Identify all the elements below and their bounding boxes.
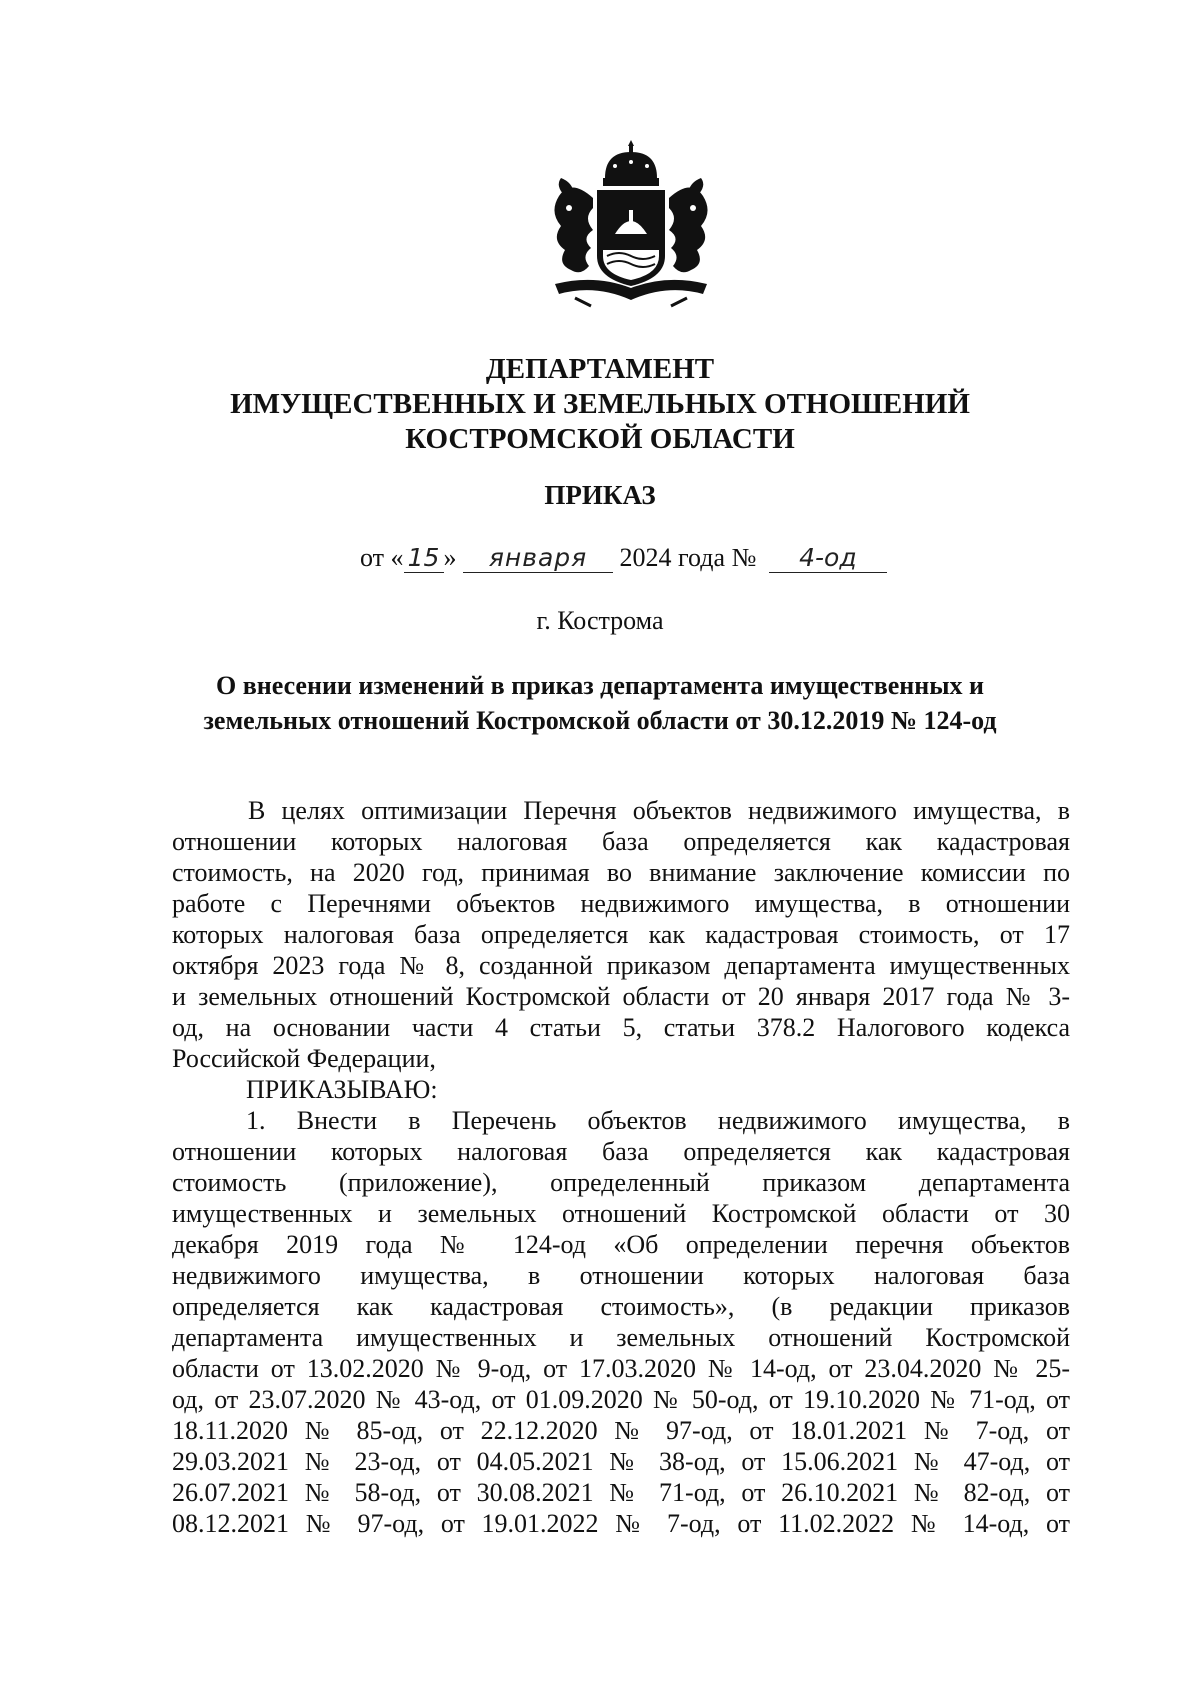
item1-line: области от 13.02.2020 № 9-од, от 17.03.2020 № 14-од, от 23.04.2020 № 25- bbox=[172, 1354, 1070, 1383]
preamble-line: октября 2023 года № 8, созданной приказом департамента имущественных bbox=[172, 951, 1070, 980]
handwritten-day: 15 bbox=[404, 543, 444, 573]
title-line: О внесении изменений в приказ департамента имущественных и bbox=[215, 671, 985, 700]
date-year-text: 2024 года № bbox=[619, 543, 757, 572]
preamble-line: отношении которых налоговая база определяется как кадастровая bbox=[172, 827, 1070, 856]
preamble-line: Российской Федерации, bbox=[172, 1044, 436, 1073]
item1-line: департамента имущественных и земельных отношений Костромской bbox=[172, 1323, 1070, 1352]
item1-line: 29.03.2021 № 23-од, от 04.05.2021 № 38-од, от 15.06.2021 № 47-од, от bbox=[172, 1447, 1070, 1476]
order-directive: ПРИКАЗЫВАЮ: bbox=[246, 1075, 438, 1104]
item1-line: 08.12.2021 № 97-од, от 19.01.2022 № 7-од, от 11.02.2022 № 14-од, от bbox=[172, 1509, 1070, 1538]
dept-line: ИМУЩЕСТВЕННЫХ И ЗЕМЕЛЬНЫХ ОТНОШЕНИЙ bbox=[230, 388, 970, 420]
preamble-line: В целях оптимизации Перечня объектов недвижимого имущества, в bbox=[248, 796, 1070, 825]
item1-line: од, от 23.07.2020 № 43-од, от 01.09.2020 № 50-од, от 19.10.2020 № 71-од, от bbox=[172, 1385, 1070, 1414]
date-prefix: от « bbox=[360, 543, 404, 572]
dept-line: ДЕПАРТАМЕНТ bbox=[485, 353, 715, 385]
preamble-line: стоимость, на 2020 год, принимая во внимание заключение комиссии по bbox=[172, 858, 1070, 887]
coat-of-arms-emblem bbox=[535, 138, 727, 310]
item1-line: 1. Внести в Перечень объектов недвижимого имущества, в bbox=[246, 1106, 1070, 1135]
handwritten-order-number: 4-од bbox=[769, 543, 887, 573]
city-name: г. Кострома bbox=[536, 606, 664, 635]
document-body bbox=[172, 795, 1070, 1539]
document-title bbox=[150, 668, 1050, 738]
preamble-line: од, на основании части 4 статьи 5, статьи 378.2 Налогового кодекса bbox=[172, 1013, 1070, 1042]
item1-line: стоимость (приложение), определенный приказом департамента bbox=[172, 1168, 1070, 1197]
preamble-line: которых налоговая база определяется как кадастровая стоимость, от 17 bbox=[172, 920, 1070, 949]
item1-line: имущественных и земельных отношений Костромской области от 30 bbox=[172, 1199, 1070, 1228]
item1-line: 18.11.2020 № 85-од, от 22.12.2020 № 97-од, от 18.01.2021 № 7-од, от bbox=[172, 1416, 1070, 1445]
document-type-heading: ПРИКАЗ bbox=[544, 480, 656, 510]
preamble-line: и земельных отношений Костромской области от 20 января 2017 года № 3- bbox=[172, 982, 1070, 1011]
handwritten-month: января bbox=[463, 543, 613, 573]
department-name bbox=[0, 352, 1200, 457]
item1-line: декабря 2019 года № 124-од «Об определении перечня объектов bbox=[172, 1230, 1070, 1259]
date-quote-close: » bbox=[443, 543, 457, 572]
title-line: земельных отношений Костромской области от 30.12.2019 № 124-од bbox=[203, 706, 997, 735]
item1-line: недвижимого имущества, в отношении которых налоговая база bbox=[172, 1261, 1070, 1290]
item1-line: отношении которых налоговая база определяется как кадастровая bbox=[172, 1137, 1070, 1166]
item1-line: определяется как кадастровая стоимость», (в редакции приказов bbox=[172, 1292, 1070, 1321]
date-number-line bbox=[360, 543, 887, 573]
preamble-line: работе с Перечнями объектов недвижимого имущества, в отношении bbox=[172, 889, 1070, 918]
dept-line: КОСТРОМСКОЙ ОБЛАСТИ bbox=[405, 423, 795, 455]
item1-line: 26.07.2021 № 58-од, от 30.08.2021 № 71-од, от 26.10.2021 № 82-од, от bbox=[172, 1478, 1070, 1507]
